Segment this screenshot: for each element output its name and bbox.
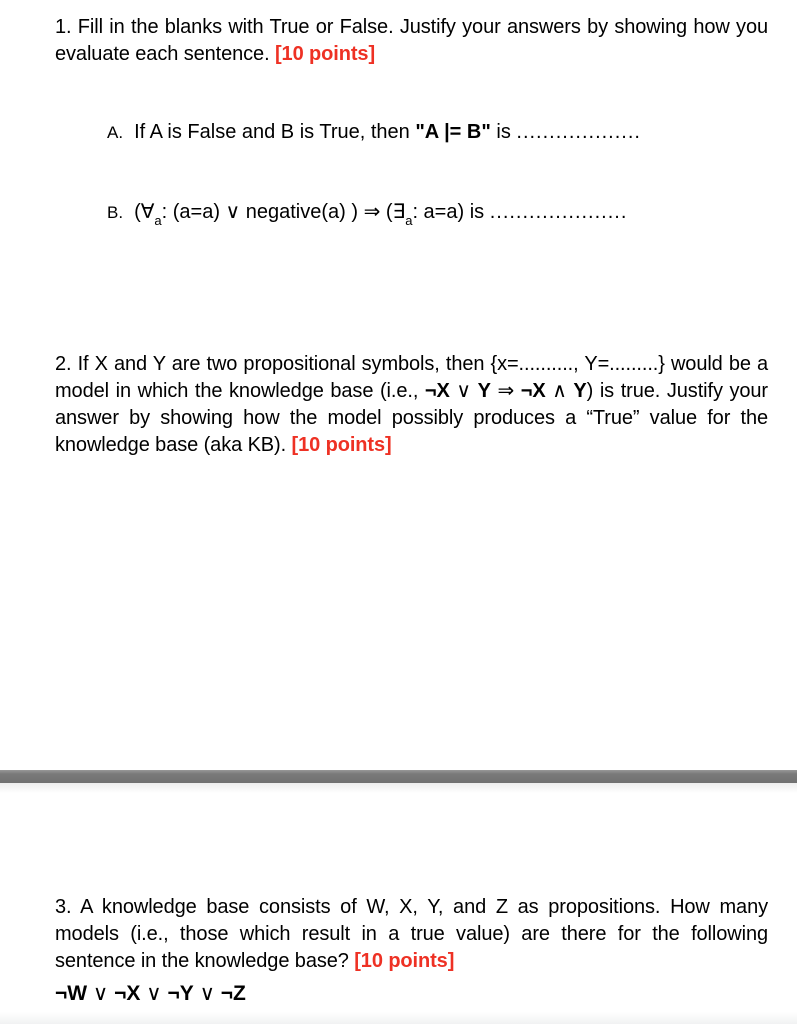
kb-implies-operator: ⇒ <box>490 380 521 402</box>
item-a-answer-blank: ................... <box>516 121 641 143</box>
kb-and-operator: ∧ <box>545 380 574 402</box>
question-1-item-a <box>107 119 641 146</box>
question-1-text: 1. Fill in the blanks with True or False. Justify your answers by showing how you evaluate each sentence. <box>55 16 768 65</box>
question-2-paragraph <box>55 351 768 459</box>
kb-literal-y-2: Y <box>573 380 587 402</box>
formula-or-2: ∨ <box>140 982 168 1005</box>
formula-or-3: ∨ <box>193 982 221 1005</box>
kb-literal-not-x-1: ¬X <box>424 380 450 402</box>
question-1-paragraph <box>55 14 768 68</box>
formula-or-1: ∨ <box>87 982 115 1005</box>
question-2-text-start: 2. If X and Y are two propositional symbols, then {x=.........., Y=.........} would be a model in which the knowledge base (i.e., <box>55 353 768 402</box>
question-3-points-badge: [10 points] <box>354 950 455 972</box>
item-b-answer-blank: ..................... <box>489 201 628 223</box>
exists-subscript: a <box>405 213 413 228</box>
question-3-text: 3. A knowledge base consists of W, X, Y, and Z as propositions. How many models (i.e., those which result in a true value) are there for the following sentence in the knowledge base? <box>55 896 768 972</box>
formula-not-x: ¬X <box>114 982 141 1005</box>
item-a-label: A. <box>107 123 124 142</box>
question-3-formula <box>55 980 246 1007</box>
question-1-points-badge: [10 points] <box>274 43 375 65</box>
item-b-forall-segment: (∀ <box>134 201 155 223</box>
page-separator-bar <box>0 770 797 783</box>
item-a-text-pre: If A is False and B is True, then <box>134 121 416 143</box>
question-3-paragraph <box>55 894 768 975</box>
item-a-entailment-expression: "A |= B" <box>415 121 491 143</box>
question-2-points-badge: [10 points] <box>291 434 392 456</box>
item-a-text-post: is <box>490 121 517 143</box>
formula-not-y: ¬Y <box>167 982 194 1005</box>
item-b-end-segment: : a=a) is <box>412 201 490 223</box>
question-1-item-b <box>107 199 627 226</box>
formula-not-w: ¬W <box>55 982 88 1005</box>
page-bottom-separator <box>0 1012 797 1024</box>
page-separator-shadow <box>0 783 797 793</box>
formula-not-z: ¬Z <box>220 982 246 1005</box>
kb-literal-not-x-2: ¬X <box>520 380 546 402</box>
kb-literal-y-1: Y <box>477 380 491 402</box>
item-b-middle-segment: : (a=a) ∨ negative(a) ) ⇒ (∃ <box>161 201 406 223</box>
kb-or-operator: ∨ <box>449 380 478 402</box>
forall-subscript: a <box>154 213 162 228</box>
item-b-label: B. <box>107 203 124 222</box>
question-2-text-end: ) is true. Justify your answer by showing how the model possibly produces a “True” value for the knowledge base (aka KB). <box>55 380 768 456</box>
